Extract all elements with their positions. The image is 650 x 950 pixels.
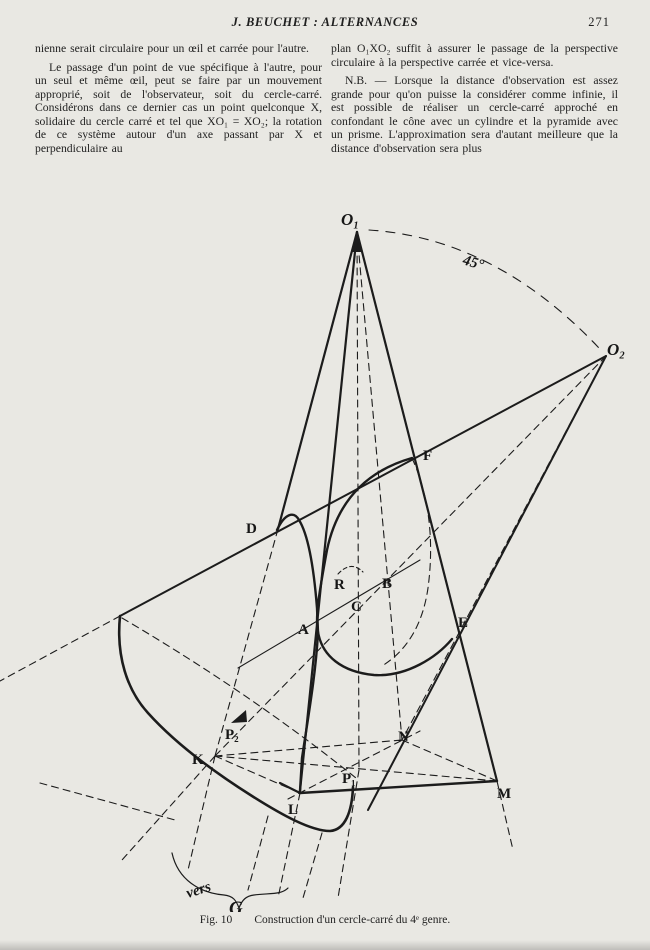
stray-dashed-lower-left <box>40 783 175 820</box>
figure-label-vers: vers <box>184 878 214 902</box>
figure-label-m: M <box>497 786 512 802</box>
scan-bottom-shadow <box>0 940 650 950</box>
arrowhead-near-p2 <box>231 710 247 723</box>
left-paragraph-1: nienne serait circulaire pour un œil et carrée pour l'autre. <box>35 42 309 55</box>
figure-label-b: B <box>382 576 393 592</box>
figure-label-e: E <box>458 615 469 631</box>
square-edge-k-l <box>215 756 300 793</box>
tangent-o2-through-f-d <box>120 356 606 616</box>
text-column-right <box>331 42 618 155</box>
figure-label-p2: P₂ <box>225 727 239 743</box>
figure-label-a: A <box>298 622 309 638</box>
figure-label-o1: O₁ <box>341 210 360 229</box>
middle-circle-front-arc <box>317 458 452 675</box>
figure-label-k: K <box>192 752 204 768</box>
figure-label-g: G <box>229 898 243 912</box>
axis-o1-to-p1 <box>357 232 359 770</box>
figure-label-d: D <box>246 521 257 537</box>
figure-label-c: C <box>351 599 362 615</box>
line-to-g-1 <box>303 833 322 898</box>
figure-label-p1: P₁ <box>342 771 356 787</box>
running-head-title: J. BEUCHET : ALTERNANCES <box>231 15 419 29</box>
line-to-g-2 <box>248 816 268 890</box>
figure-label-n: N <box>398 729 409 745</box>
page-number: 271 <box>588 15 610 29</box>
figure-10-drawing <box>0 198 650 912</box>
figure-label-f: F <box>423 448 433 464</box>
square-edge-k-n <box>215 740 402 756</box>
right-paragraph-1: plan O₁XO₂ suffit à assurer le passage de la perspective circulaire à la perspective carrée et vice-versa. <box>331 42 618 69</box>
line-o2-to-n <box>402 356 606 740</box>
right-paragraph-2: N.B. — Lorsque la distance d'observation est assez grande pour qu'on puisse la considérer comme infinie, il est possible de réaliser un cercle-carré approché en confondant le cône avec un cylindre et la pyramide avec un prisme. L'approximation sera d'autant meilleure que la distance d'observation sera plus <box>331 74 618 155</box>
figure-caption-number: Fig. 10 <box>199 914 233 926</box>
figure-caption-text: Construction d'un cercle-carré du 4ᵉ genre. <box>254 914 451 926</box>
square-edge-n-m <box>402 740 497 781</box>
figure-caption <box>0 914 650 926</box>
line-o2-through-b-to-k <box>215 356 606 756</box>
line-o2k-extension <box>122 756 215 860</box>
text-column-left <box>35 42 322 155</box>
edge-o1-to-d <box>278 232 357 529</box>
figure-label-45deg: 45° <box>460 252 486 274</box>
figure-label-r: R <box>334 577 345 593</box>
square-diagonal-k-m <box>215 756 497 781</box>
left-paragraph-2: Le passage d'un point de vue spécifique à l'autre, pour un seul et même œil, peut se faire par un mouvement approprié, soit de l'observateur, soit du cercle-carré. Considérons dans ce dernier cas un point quelconque X, solidaire du cercle carré et tel que XO₁ = XO₂; la rotation de ce système autour d'un axe passant par X et perpendiculaire au <box>35 60 322 155</box>
figure-label-l: L <box>288 802 299 818</box>
edge-extension-below-k <box>188 756 215 870</box>
figure-label-o2: O₂ <box>607 340 626 359</box>
rotation-arc-45deg <box>369 230 599 348</box>
base-edge-l-m <box>300 781 497 793</box>
angle-mark-at-r <box>338 566 363 574</box>
cercle-carre-curve <box>277 515 318 791</box>
geometric-construction-svg <box>0 198 650 912</box>
tangent-extension-lower-left <box>0 616 120 681</box>
